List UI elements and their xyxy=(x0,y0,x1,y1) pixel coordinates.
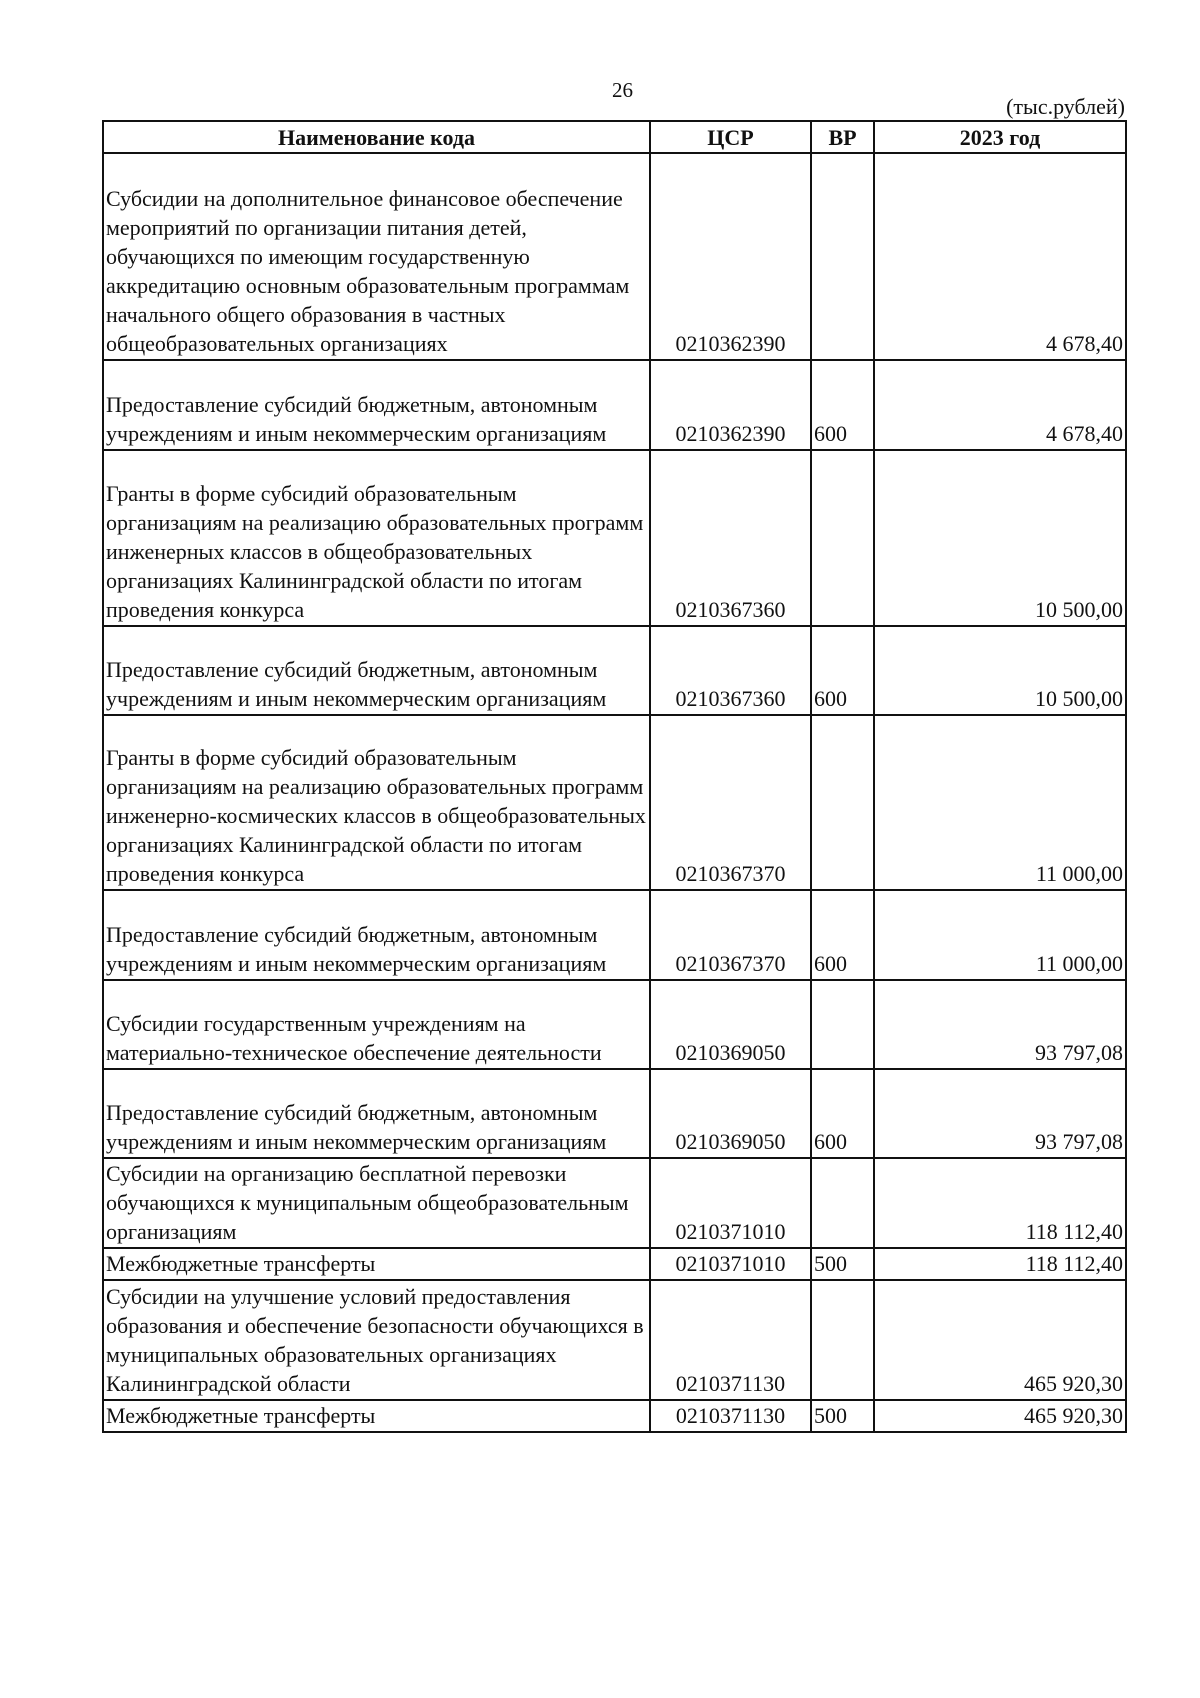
table-row xyxy=(103,890,1126,980)
row-vr: 600 xyxy=(811,360,874,450)
row-vr: 500 xyxy=(811,1248,874,1280)
row-amount: 10 500,00 xyxy=(874,626,1126,715)
row-csr: 0210362390 xyxy=(650,360,811,450)
row-name: Гранты в форме субсидий образовательным организациям на реализацию образовательных программ инженерных классов в общеобразовательных организациях Калининградской области по итогам проведения конкурса xyxy=(103,450,650,626)
row-name: Субсидии государственным учреждениям на материально-техническое обеспечение деятельности xyxy=(103,980,650,1069)
table-row xyxy=(103,1158,1126,1248)
budget-table xyxy=(102,120,1127,1433)
row-amount: 4 678,40 xyxy=(874,360,1126,450)
table-row xyxy=(103,1280,1126,1400)
row-vr xyxy=(811,1280,874,1400)
row-vr: 500 xyxy=(811,1400,874,1432)
row-name: Предоставление субсидий бюджетным, автономным учреждениям и иным некоммерческим организациям xyxy=(103,1069,650,1158)
row-amount: 465 920,30 xyxy=(874,1400,1126,1432)
page-number: 26 xyxy=(612,78,633,102)
row-name: Субсидии на организацию бесплатной перевозки обучающихся к муниципальным общеобразовательным организациям xyxy=(103,1158,650,1248)
row-csr: 0210369050 xyxy=(650,980,811,1069)
row-csr: 0210367370 xyxy=(650,715,811,890)
header-vr: ВР xyxy=(811,121,874,153)
table-row xyxy=(103,1069,1126,1158)
row-amount: 11 000,00 xyxy=(874,890,1126,980)
row-name: Гранты в форме субсидий образовательным организациям на реализацию образовательных программ инженерно-космических классов в общеобразовательных организациях Калининградской области по итогам проведения конкурса xyxy=(103,715,650,890)
row-vr xyxy=(811,450,874,626)
row-name: Межбюджетные трансферты xyxy=(103,1400,650,1432)
row-amount: 465 920,30 xyxy=(874,1280,1126,1400)
row-csr: 0210362390 xyxy=(650,153,811,360)
table-row xyxy=(103,153,1126,360)
row-csr: 0210367360 xyxy=(650,450,811,626)
table-row xyxy=(103,360,1126,450)
row-vr: 600 xyxy=(811,890,874,980)
row-csr: 0210371130 xyxy=(650,1280,811,1400)
table-row xyxy=(103,715,1126,890)
table-row xyxy=(103,980,1126,1069)
row-name: Субсидии на улучшение условий предоставления образования и обеспечение безопасности обучающихся в муниципальных образовательных организациях Калининградской области xyxy=(103,1280,650,1400)
header-csr: ЦСР xyxy=(650,121,811,153)
row-vr: 600 xyxy=(811,626,874,715)
row-name: Предоставление субсидий бюджетным, автономным учреждениям и иным некоммерческим организациям xyxy=(103,890,650,980)
row-vr xyxy=(811,153,874,360)
row-csr: 0210371010 xyxy=(650,1248,811,1280)
row-vr xyxy=(811,980,874,1069)
table-header-row xyxy=(103,121,1126,153)
row-name: Субсидии на дополнительное финансовое обеспечение мероприятий по организации питания детей, обучающихся по имеющим государственную аккредитацию основным образовательным программам начального общего образования в частных общеобразовательных организациях xyxy=(103,153,650,360)
row-name: Предоставление субсидий бюджетным, автономным учреждениям и иным некоммерческим организациям xyxy=(103,360,650,450)
header-year: 2023 год xyxy=(874,121,1126,153)
header-name: Наименование кода xyxy=(103,121,650,153)
units-label: (тыс.рублей) xyxy=(1006,94,1125,119)
table-row xyxy=(103,626,1126,715)
table-row xyxy=(103,1400,1126,1432)
row-csr: 0210367370 xyxy=(650,890,811,980)
row-amount: 93 797,08 xyxy=(874,980,1126,1069)
table-row xyxy=(103,1248,1126,1280)
row-vr xyxy=(811,715,874,890)
row-amount: 11 000,00 xyxy=(874,715,1126,890)
row-amount: 10 500,00 xyxy=(874,450,1126,626)
row-vr: 600 xyxy=(811,1069,874,1158)
row-csr: 0210367360 xyxy=(650,626,811,715)
row-csr: 0210371130 xyxy=(650,1400,811,1432)
row-name: Межбюджетные трансферты xyxy=(103,1248,650,1280)
row-amount: 118 112,40 xyxy=(874,1158,1126,1248)
row-amount: 93 797,08 xyxy=(874,1069,1126,1158)
row-amount: 118 112,40 xyxy=(874,1248,1126,1280)
row-csr: 0210371010 xyxy=(650,1158,811,1248)
row-amount: 4 678,40 xyxy=(874,153,1126,360)
row-csr: 0210369050 xyxy=(650,1069,811,1158)
row-name: Предоставление субсидий бюджетным, автономным учреждениям и иным некоммерческим организациям xyxy=(103,626,650,715)
row-vr xyxy=(811,1158,874,1248)
table-row xyxy=(103,450,1126,626)
